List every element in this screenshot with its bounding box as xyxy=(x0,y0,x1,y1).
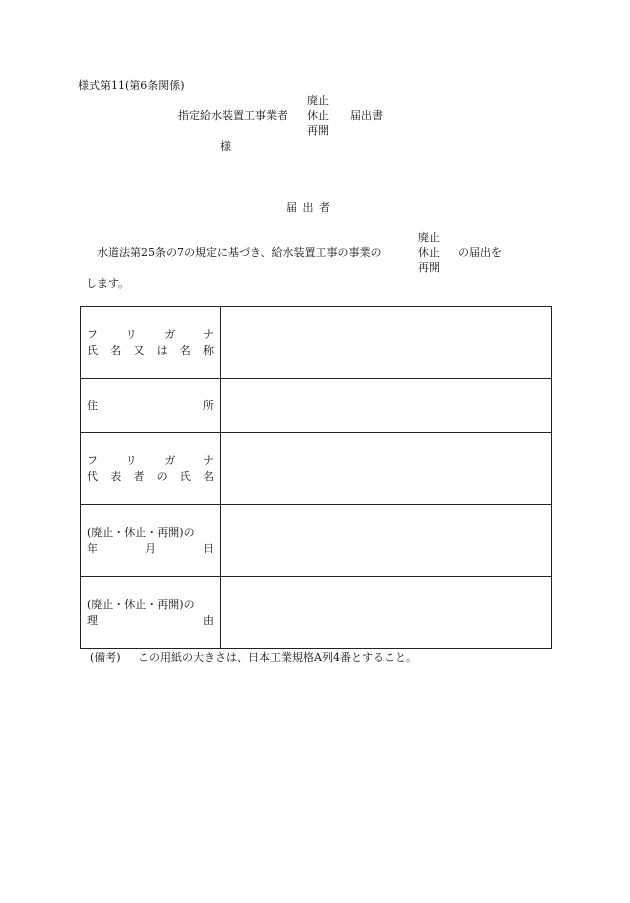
label-char: ガ xyxy=(164,453,176,467)
label-char: 日 xyxy=(203,541,214,555)
label-char: ガ xyxy=(164,327,176,341)
label-char: 名 xyxy=(179,343,191,357)
notifier-label: 届 出 者 xyxy=(286,201,331,214)
title-option-abolish: 廃止 xyxy=(307,94,329,107)
body-suffix: の届出を xyxy=(458,246,502,259)
table-row xyxy=(81,577,552,649)
date-value-cell[interactable] xyxy=(221,505,552,577)
representative-value-cell[interactable] xyxy=(221,433,552,505)
row-label-furigana-name xyxy=(81,307,221,379)
name-value-cell[interactable] xyxy=(221,307,552,379)
title-options xyxy=(307,93,329,138)
label-char: 代 xyxy=(87,469,98,483)
title-option-resume: 再開 xyxy=(307,124,329,137)
title-suffix: 届出書 xyxy=(350,109,383,122)
label-char: リ xyxy=(125,453,137,467)
title-prefix: 指定給水装置工事業者 xyxy=(178,109,288,122)
row-label-date xyxy=(81,505,221,577)
label-char: 由 xyxy=(203,613,214,627)
body-option-suspend: 休止 xyxy=(418,246,440,259)
label-char: 所 xyxy=(203,398,214,412)
form-number: 様式第11(第6条関係) xyxy=(78,79,185,92)
reason-value-cell[interactable] xyxy=(221,577,552,649)
row-label-reason xyxy=(81,577,221,649)
label-char: フ xyxy=(87,327,98,341)
label-char: 称 xyxy=(202,343,214,357)
note-label: (備考) xyxy=(90,651,121,664)
label-char: 者 xyxy=(133,469,145,483)
table-row xyxy=(81,433,552,505)
table-row xyxy=(81,379,552,433)
notification-table xyxy=(80,306,552,649)
body-line2: します。 xyxy=(86,277,130,290)
label-char: は xyxy=(156,343,168,357)
label-char: 氏 xyxy=(87,343,98,357)
title-option-suspend: 休止 xyxy=(307,109,329,122)
address-value-cell[interactable] xyxy=(221,379,552,433)
body-options xyxy=(418,230,440,275)
body-option-abolish: 廃止 xyxy=(418,231,440,244)
label-char: 名 xyxy=(110,343,122,357)
label-char: 名 xyxy=(202,469,214,483)
label-char: リ xyxy=(125,327,137,341)
label-char: の xyxy=(156,469,168,483)
note-text: この用紙の大きさは、日本工業規格A列4番とすること。 xyxy=(138,651,417,664)
row-label-address xyxy=(81,379,221,433)
label-char: 表 xyxy=(110,469,122,483)
label-char: フ xyxy=(87,453,98,467)
label-char: 年 xyxy=(87,541,98,555)
label-char: 理 xyxy=(87,613,98,627)
label-char: 月 xyxy=(145,541,156,555)
label-char: ナ xyxy=(202,453,214,467)
row-label-representative xyxy=(81,433,221,505)
label-char: 住 xyxy=(87,398,98,412)
table-row xyxy=(81,505,552,577)
addressee-suffix: 様 xyxy=(220,140,231,153)
label-text: (廃止・休止・再開)の xyxy=(87,525,195,539)
label-char: 又 xyxy=(133,343,145,357)
label-text: (廃止・休止・再開)の xyxy=(87,597,195,611)
label-char: 氏 xyxy=(179,469,191,483)
table-row xyxy=(81,307,552,379)
label-char: ナ xyxy=(202,327,214,341)
body-prefix: 水道法第25条の7の規定に基づき、給水装置工事の事業の xyxy=(97,246,382,259)
body-option-resume: 再開 xyxy=(418,261,440,274)
